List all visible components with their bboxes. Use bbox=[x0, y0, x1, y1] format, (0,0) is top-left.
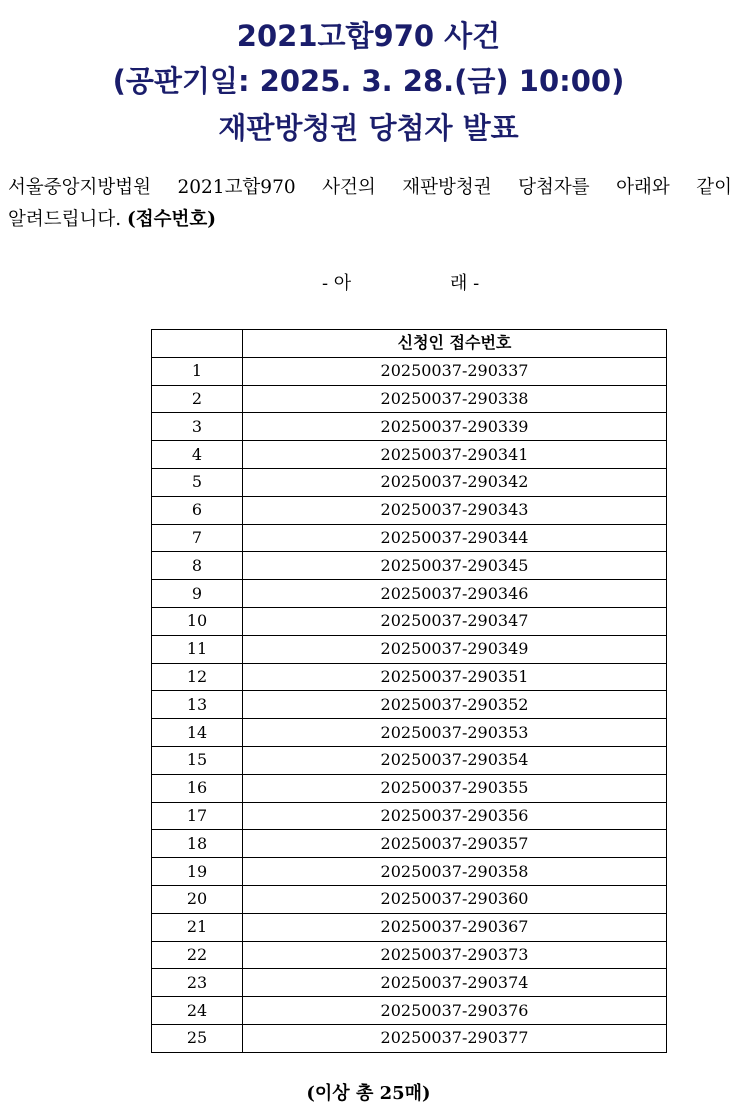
receipt-number-cell: 20250037-290353 bbox=[243, 719, 667, 747]
receipt-number-cell: 20250037-290374 bbox=[243, 969, 667, 997]
receipt-number-cell: 20250037-290346 bbox=[243, 580, 667, 608]
row-number-cell: 19 bbox=[152, 858, 243, 886]
receipt-number-cell: 20250037-290345 bbox=[243, 552, 667, 580]
row-number-cell: 13 bbox=[152, 691, 243, 719]
receipt-number-cell: 20250037-290344 bbox=[243, 524, 667, 552]
table-row bbox=[152, 468, 667, 496]
receipt-number-cell: 20250037-290349 bbox=[243, 635, 667, 663]
intro-paragraph bbox=[8, 172, 732, 236]
table-row bbox=[152, 552, 667, 580]
table-row bbox=[152, 357, 667, 385]
total-summary: (이상 총 25매) bbox=[306, 1083, 431, 1104]
row-number-cell: 3 bbox=[152, 413, 243, 441]
row-number-cell: 25 bbox=[152, 1024, 243, 1052]
row-number-cell: 16 bbox=[152, 774, 243, 802]
row-number-cell: 11 bbox=[152, 635, 243, 663]
table-row bbox=[152, 524, 667, 552]
row-number-cell: 23 bbox=[152, 969, 243, 997]
receipt-number-cell: 20250037-290343 bbox=[243, 496, 667, 524]
row-number-cell: 15 bbox=[152, 746, 243, 774]
receipt-number-cell: 20250037-290356 bbox=[243, 802, 667, 830]
hearing-date-line: (공판기일: 2025. 3. 28.(금) 10:00) bbox=[112, 64, 625, 98]
table-header-row bbox=[152, 330, 667, 358]
table-row bbox=[152, 997, 667, 1025]
row-number-cell: 22 bbox=[152, 941, 243, 969]
receipt-number-cell: 20250037-290339 bbox=[243, 413, 667, 441]
header-number-cell bbox=[152, 330, 243, 358]
section-mark-left: - 아 bbox=[322, 273, 352, 294]
case-title: 2021고합970 사건 bbox=[236, 19, 501, 53]
receipt-number-cell: 20250037-290358 bbox=[243, 858, 667, 886]
table-row bbox=[152, 830, 667, 858]
intro-line-2-text: 알려드립니다. bbox=[8, 209, 122, 230]
table-row bbox=[152, 413, 667, 441]
row-number-cell: 24 bbox=[152, 997, 243, 1025]
table-row bbox=[152, 802, 667, 830]
row-number-cell: 12 bbox=[152, 663, 243, 691]
table-row bbox=[152, 774, 667, 802]
receipt-number-cell: 20250037-290347 bbox=[243, 607, 667, 635]
intro-line-1: 서울중앙지방법원 2021고합970 사건의 재판방청권 당첨자를 아래와 같이 bbox=[8, 177, 732, 198]
table-row bbox=[152, 969, 667, 997]
table-row bbox=[152, 1024, 667, 1052]
table-row bbox=[152, 719, 667, 747]
table-row bbox=[152, 746, 667, 774]
table-row bbox=[152, 885, 667, 913]
table-row bbox=[152, 941, 667, 969]
row-number-cell: 8 bbox=[152, 552, 243, 580]
table-row bbox=[152, 385, 667, 413]
table-row bbox=[152, 663, 667, 691]
table-row bbox=[152, 441, 667, 469]
table-row bbox=[152, 496, 667, 524]
table-row bbox=[152, 858, 667, 886]
row-number-cell: 7 bbox=[152, 524, 243, 552]
table-row bbox=[152, 607, 667, 635]
table-row bbox=[152, 691, 667, 719]
intro-line-2-bold: (접수번호) bbox=[127, 209, 216, 230]
row-number-cell: 21 bbox=[152, 913, 243, 941]
receipt-number-cell: 20250037-290373 bbox=[243, 941, 667, 969]
intro-line-2 bbox=[8, 204, 732, 236]
receipt-number-cell: 20250037-290342 bbox=[243, 468, 667, 496]
table-row bbox=[152, 635, 667, 663]
winners-table-body bbox=[152, 357, 667, 1052]
winners-table bbox=[151, 329, 667, 1053]
row-number-cell: 14 bbox=[152, 719, 243, 747]
row-number-cell: 17 bbox=[152, 802, 243, 830]
receipt-number-cell: 20250037-290351 bbox=[243, 663, 667, 691]
receipt-number-cell: 20250037-290337 bbox=[243, 357, 667, 385]
announcement-title: 재판방청권 당첨자 발표 bbox=[218, 111, 519, 145]
table-row bbox=[152, 580, 667, 608]
receipt-number-cell: 20250037-290360 bbox=[243, 885, 667, 913]
row-number-cell: 10 bbox=[152, 607, 243, 635]
row-number-cell: 4 bbox=[152, 441, 243, 469]
header-code-cell: 신청인 접수번호 bbox=[243, 330, 667, 358]
row-number-cell: 9 bbox=[152, 580, 243, 608]
receipt-number-cell: 20250037-290355 bbox=[243, 774, 667, 802]
receipt-number-cell: 20250037-290357 bbox=[243, 830, 667, 858]
table-row bbox=[152, 913, 667, 941]
row-number-cell: 20 bbox=[152, 885, 243, 913]
receipt-number-cell: 20250037-290338 bbox=[243, 385, 667, 413]
receipt-number-cell: 20250037-290341 bbox=[243, 441, 667, 469]
row-number-cell: 2 bbox=[152, 385, 243, 413]
row-number-cell: 5 bbox=[152, 468, 243, 496]
row-number-cell: 1 bbox=[152, 357, 243, 385]
receipt-number-cell: 20250037-290354 bbox=[243, 746, 667, 774]
receipt-number-cell: 20250037-290376 bbox=[243, 997, 667, 1025]
receipt-number-cell: 20250037-290367 bbox=[243, 913, 667, 941]
row-number-cell: 18 bbox=[152, 830, 243, 858]
section-mark-right: 래 - bbox=[450, 273, 480, 294]
receipt-number-cell: 20250037-290352 bbox=[243, 691, 667, 719]
row-number-cell: 6 bbox=[152, 496, 243, 524]
receipt-number-cell: 20250037-290377 bbox=[243, 1024, 667, 1052]
